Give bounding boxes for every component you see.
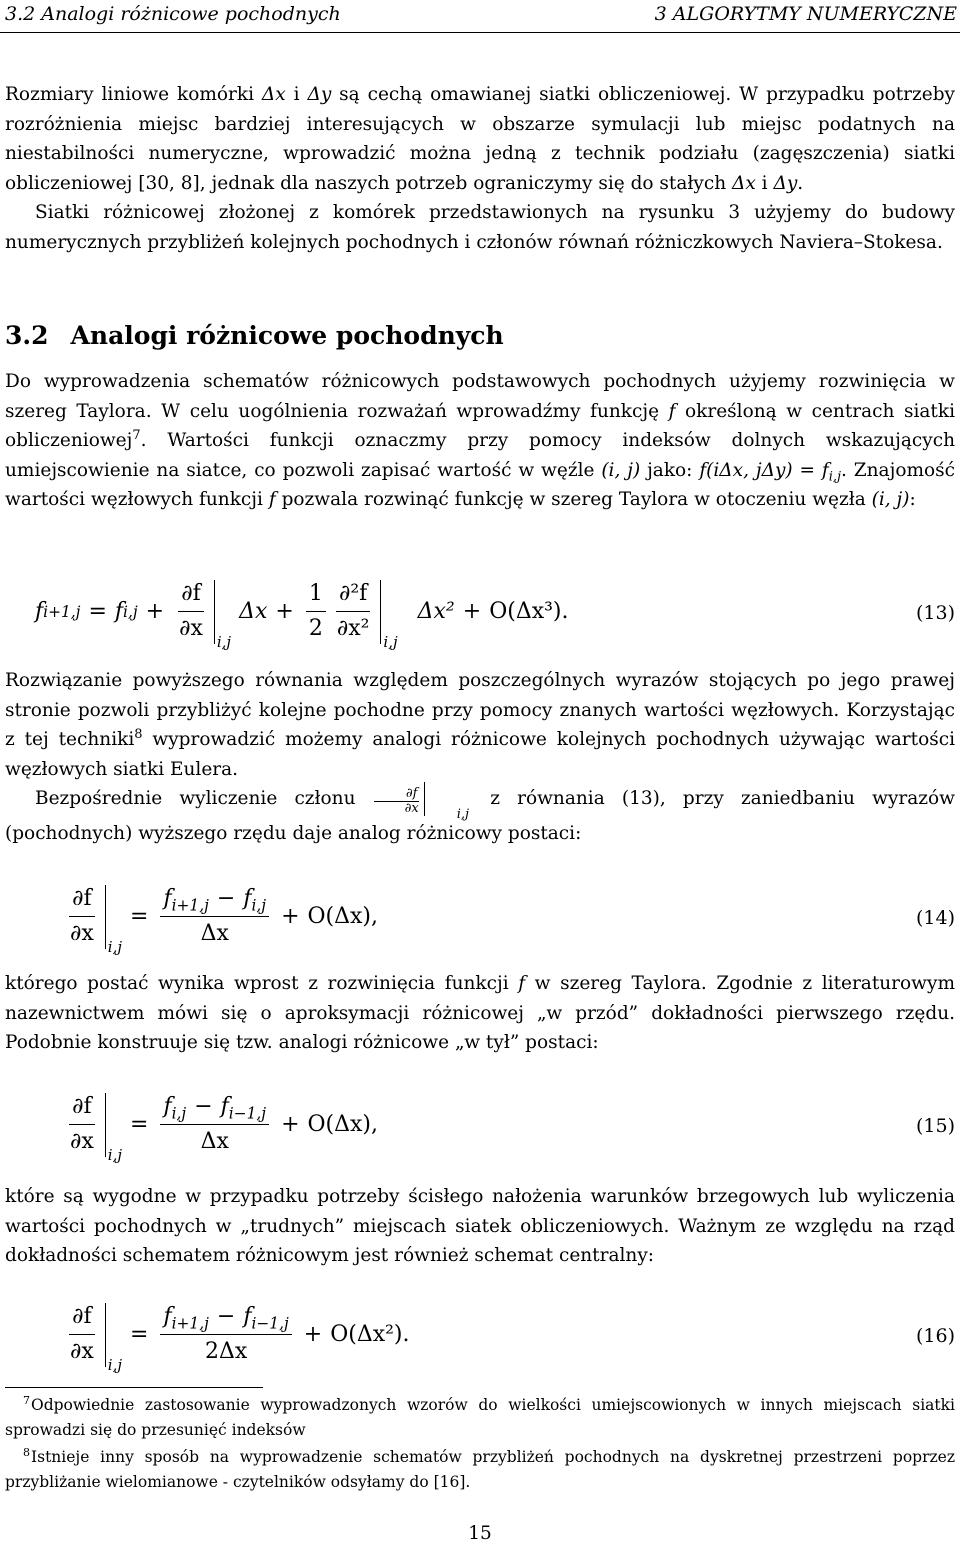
eq13-d1-eval-subscript: i,j — [216, 633, 232, 651]
eq14-f2: f — [243, 886, 252, 911]
equation-13-body: f i+1,j = f i,j + $\frac{\partial f}{\partial x}$ i,j Δx + $\frac{1}{2}$ $\frac{\text{∂²f}}{\text{∂x²}}$ i,j Δx² + O(Δx³). — [35, 581, 569, 651]
paragraph-after-eq13-text: Rozwiązanie powyższego równania względem poszczególnych wyrazów stojących po jego prawej stronie pozwoli przybliżyć kolejne pochodne przy pomocy znanych wartości węzłowych. Korzystając z tej techniki — [5, 670, 955, 750]
eq15-numerator — [160, 1092, 269, 1125]
delta-y: Δy — [773, 172, 798, 194]
eq15-f1: f — [163, 1094, 172, 1119]
eq13-second-derivative-frac — [334, 579, 373, 644]
eq15-f2: f — [220, 1094, 229, 1119]
eq14-sub-1: i+1,j — [171, 896, 209, 915]
node-index: (i, j) — [871, 489, 910, 510]
eq16-difference-quotient — [160, 1302, 291, 1367]
evaluation-bar — [105, 1093, 106, 1157]
function-f: f — [518, 973, 526, 994]
intro-paragraph — [5, 80, 955, 198]
section-intro-text-4: jako: — [640, 459, 700, 481]
evaluation-bar — [105, 885, 106, 949]
eq13-d1-numerator: ∂f — [178, 579, 204, 612]
section-title: Analogi różnicowe pochodnych — [70, 321, 504, 350]
node-value-subscript: i,j — [828, 469, 842, 485]
eq15-derivative — [63, 1092, 123, 1164]
equation-number-13: (13) — [915, 602, 955, 624]
function-f: f — [268, 489, 276, 510]
section-intro-text-1: Do wyprowadzenia schematów różnicowych podstawowych pochodnych użyjemy rozwinięcia w szereg Taylora. W celu uogólnienia rozważań wprowadźmy funkcję — [5, 371, 955, 422]
eq16-derivative-frac — [67, 1302, 97, 1367]
running-head — [0, 0, 960, 30]
header-rule — [0, 32, 960, 33]
eq15-order-term: O(Δx), — [307, 1111, 379, 1137]
eq14-minus: − — [216, 886, 236, 911]
paragraph-direct-derivative — [5, 781, 955, 851]
equation-13 — [5, 575, 955, 655]
eq15-difference-quotient — [160, 1092, 269, 1157]
intro-text-3: są cechą omawianej siatki obliczeniowej. W przypadku potrzeby rozróżnienia miejsc bardziej interesujących w obszarze symulacji lub miejsc podatnych na niestabilności numeryczne, wprowadzić można jedną z technik podziału (zagęszczenia) siatki obliczeniowej [30, 8], jednak dla naszych potrzeb ograniczymy się do stałych — [5, 84, 955, 194]
eq16-plus: + — [303, 1321, 323, 1347]
eq14-derivative-frac — [67, 884, 97, 949]
delta-y: Δy — [307, 84, 332, 105]
paragraph-direct-text-2: z równania (13), przy zaniedbaniu wyrazów (pochodnych) wyższego rzędu daje analog różnicowy postaci: — [5, 788, 955, 844]
eq16-order-term: O(Δx²). — [330, 1321, 410, 1347]
eq14-f1: f — [163, 886, 172, 911]
eq14-derivative-numerator: ∂f — [69, 884, 95, 917]
eq13-order-term: O(Δx³). — [489, 598, 569, 624]
eq13-delta-x: Δx — [239, 598, 268, 624]
eq14-equals: = — [130, 903, 149, 929]
eq15-sub-2: i−1,j — [228, 1104, 267, 1123]
eq14-derivative — [63, 884, 123, 956]
eq14-difference-quotient — [160, 884, 269, 949]
inline-derivative-numerator: ∂f — [374, 787, 420, 802]
eq16-f1: f — [163, 1304, 172, 1329]
eq13-d2-numerator: ∂²f — [336, 579, 370, 612]
section-intro-text-2: określoną w centrach siatki obliczeniowej — [5, 400, 955, 451]
eq16-minus: − — [216, 1304, 236, 1329]
inline-derivative-denominator: ∂x — [404, 801, 419, 816]
eq14-numerator — [160, 884, 269, 917]
equation-16-body — [63, 1302, 410, 1374]
intro-text-1: Rozmiary liniowe komórki — [5, 84, 262, 105]
eq13-d1-denominator: ∂x — [179, 616, 203, 641]
eq13-d2-eval-subscript: i,j — [383, 633, 398, 651]
intro-paragraph-2: Siatki różnicowej złożonej z komórek przedstawionych na rysunku 3 użyjemy do budowy numerycznych przybliżeń kolejnych pochodnych i członów równań różniczkowych Naviera–Stokesa. — [5, 202, 955, 253]
evaluation-bar — [380, 580, 381, 644]
inline-derivative-subscript: i,j — [456, 807, 470, 822]
eq16-numerator — [160, 1302, 291, 1335]
eq16-sub-1: i+1,j — [171, 1314, 209, 1333]
eq15-plus: + — [281, 1111, 300, 1137]
footnote-ref-7: 7 — [132, 427, 141, 443]
eq15-derivative-denominator: ∂x — [70, 1129, 94, 1154]
equation-15-body — [63, 1092, 379, 1164]
eq16-sub-2: i−1,j — [251, 1314, 289, 1333]
eq14-order-term: O(Δx), — [307, 903, 379, 929]
delta-x: Δx — [732, 172, 756, 194]
footnote-7-text: Odpowiednie zastosowanie wyprowadzonych wzorów do wielkości umiejscowionych w innych miejscach siatki sprowadzi się do przesunięć indeksów — [5, 1396, 955, 1439]
equation-16 — [5, 1300, 955, 1376]
delta-x: Δx — [261, 84, 286, 105]
paragraph-after-eq13 — [5, 666, 955, 784]
eq14-denominator: Δx — [200, 921, 229, 946]
eq16-derivative — [63, 1302, 123, 1374]
inline-derivative-frac — [373, 787, 421, 816]
eq16-f2: f — [243, 1304, 252, 1329]
paragraph-after-eq14-text-2: w szereg Taylora. Zgodnie z literaturowym nazewnictwem mówi się o aproksymacji różnicowej „w przód” dokładności pierwszego rzędu. Podobnie konstruuje się tzw. analogi różnicowe „w tył” postaci: — [5, 973, 955, 1053]
eq16-denominator: 2Δx — [204, 1339, 248, 1364]
paragraph-after-eq14 — [5, 969, 955, 1058]
footnote-7 — [5, 1393, 955, 1443]
intro-text-2: i — [285, 84, 308, 105]
footnote-8-mark: 8 — [23, 1445, 30, 1459]
equation-14 — [5, 882, 955, 958]
eq15-denominator: Δx — [200, 1129, 229, 1154]
inline-derivative — [373, 782, 470, 822]
evaluation-bar — [424, 782, 425, 816]
evaluation-bar — [214, 580, 215, 644]
intro-text-5: . — [797, 172, 804, 194]
eq14-eval-subscript: i,j — [107, 938, 123, 956]
eq13-second-derivative — [330, 579, 398, 651]
eq14-derivative-denominator: ∂x — [70, 921, 94, 946]
footnote-7-mark: 7 — [23, 1393, 30, 1407]
running-head-chapter: 3 ALGORYTMY NUMERYCZNE — [654, 3, 957, 25]
eq15-sub-1: i,j — [171, 1104, 187, 1123]
eq13-first-derivative-frac — [176, 579, 206, 644]
node-index: (i, j) — [601, 459, 641, 481]
footnote-ref-8: 8 — [134, 726, 143, 742]
function-f: f — [668, 400, 676, 422]
eq13-plus-3: + — [462, 598, 482, 624]
eq16-derivative-numerator: ∂f — [69, 1302, 95, 1335]
section-heading — [5, 320, 955, 352]
equation-number-14: (14) — [915, 907, 955, 929]
section-intro-text-6: pozwala rozwinąć funkcję w szereg Taylora w otoczeniu węzła — [275, 489, 872, 510]
eq13-plus-1: + — [145, 598, 165, 624]
paragraph-after-eq13-end: wyprowadzić możemy analogi różnicowe kolejnych pochodnych używając wartości węzłowych siatki Eulera. — [5, 729, 955, 780]
eq14-plus: + — [281, 903, 300, 929]
evaluation-bar — [105, 1303, 106, 1367]
eq13-plus-2: + — [275, 598, 294, 624]
paragraph-direct-text-1: Bezpośrednie wyliczenie członu — [35, 788, 373, 809]
paragraph-after-eq14-text-1: którego postać wynika wprost z rozwinięcia funkcji — [5, 973, 519, 994]
eq13-first-derivative — [172, 579, 232, 651]
equation-number-16: (16) — [915, 1325, 955, 1347]
node-value-expression: f(iΔx, jΔy) = f — [699, 459, 829, 481]
running-head-section: 3.2 Analogi różnicowe pochodnych — [5, 3, 341, 25]
paragraph-after-eq15: które są wygodne w przypadku potrzeby ścisłego nałożenia warunków brzegowych lub wyliczenia wartości pochodnych w „trudnych” miejscach siatek obliczeniowych. Ważnym ze względu na rząd dokładności schematem różnicowym jest również schemat centralny: — [5, 1186, 955, 1266]
eq13-lhs: f — [35, 598, 44, 624]
eq15-minus: − — [194, 1094, 213, 1119]
section-intro-paragraph — [5, 367, 955, 515]
eq15-derivative-frac — [67, 1092, 97, 1157]
eq13-half-numerator: 1 — [306, 579, 326, 612]
eq13-equals: = — [88, 598, 107, 624]
section-intro-text-5: . Znajomość wartości węzłowych funkcji — [5, 459, 955, 510]
equation-15 — [5, 1090, 955, 1166]
eq16-equals: = — [130, 1321, 149, 1347]
intro-text-4: i — [755, 172, 774, 194]
eq16-derivative-denominator: ∂x — [70, 1339, 94, 1364]
footnote-8-text: Istnieje inny sposób na wyprowadzenie schematów przybliżeń pochodnych na dyskretnej przestrzeni poprzez przybliżanie wielomianowe - czytelników odsyłamy do [16]. — [5, 1448, 955, 1491]
eq15-equals: = — [130, 1111, 149, 1137]
eq13-d2-denominator: ∂x² — [336, 616, 370, 641]
eq13-half-denominator: 2 — [308, 616, 323, 641]
eq13-term-f: f — [114, 598, 124, 624]
eq13-delta-x-squared: Δx² — [417, 598, 455, 624]
page-number: 15 — [468, 1523, 492, 1544]
section-number: 3.2 — [5, 321, 49, 350]
eq13-half — [306, 579, 326, 644]
section-intro-text-3: . Wartości funkcji oznaczmy przy pomocy indeksów dolnych wskazujących umiejscowienie na siatce, co pozwoli zapisać wartość w węźle — [5, 430, 955, 481]
eq14-sub-2: i,j — [251, 896, 267, 915]
section-intro-text-7: : — [909, 489, 916, 510]
eq15-derivative-numerator: ∂f — [69, 1092, 95, 1125]
eq15-eval-subscript: i,j — [107, 1146, 123, 1164]
footnote-8 — [5, 1445, 955, 1495]
footnote-rule — [5, 1387, 263, 1388]
eq16-eval-subscript: i,j — [107, 1356, 123, 1374]
equation-number-15: (15) — [915, 1115, 955, 1137]
equation-14-body — [63, 884, 379, 956]
